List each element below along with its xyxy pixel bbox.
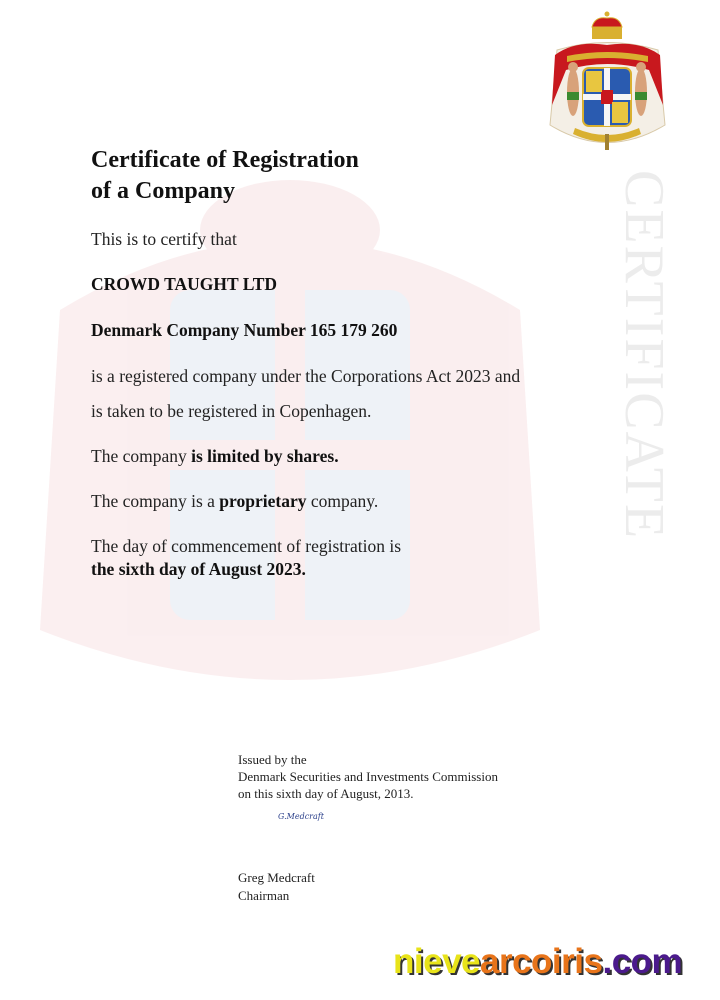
signer-block <box>238 869 315 905</box>
company-name: CROWD TAUGHT LTD <box>91 274 278 294</box>
type-bold: proprietary <box>219 491 307 511</box>
issuer-line-3: on this sixth day of August, 2013. <box>238 786 414 801</box>
registration-statement-line-1: is a registered company under the Corporations Act 2023 and <box>91 366 521 386</box>
brand-part-1: nieve <box>393 942 480 981</box>
signer-role: Chairman <box>238 888 290 903</box>
certificate-vertical-watermark: CERTIFICATE <box>613 170 675 541</box>
issuer-line-2: Denmark Securities and Investments Commission <box>238 769 498 784</box>
issuer-line-1: Issued by the <box>238 752 307 767</box>
brand-part-2: arcoiris <box>480 942 603 981</box>
limited-prefix: The company <box>91 446 192 466</box>
limited-bold: is limited by shares. <box>191 446 339 466</box>
company-number: Denmark Company Number 165 179 260 <box>91 320 398 340</box>
brand-part-3: .com <box>602 942 683 981</box>
coat-of-arms-icon <box>545 10 670 158</box>
signature: G.Medcraft <box>278 812 324 821</box>
type-suffix: company. <box>306 491 379 511</box>
commencement-line: The day of commencement of registration is <box>91 536 402 556</box>
site-watermark-logo <box>393 942 682 982</box>
type-prefix: The company is a <box>91 491 220 511</box>
signer-name: Greg Medcraft <box>238 870 315 885</box>
company-type-statement <box>91 491 378 512</box>
commencement-date: the sixth day of August 2023. <box>91 559 306 579</box>
issuer-block <box>238 751 498 802</box>
intro-text: This is to certify that <box>91 229 237 249</box>
title-line-2: of a Company <box>91 178 236 204</box>
page-title <box>91 145 359 207</box>
registration-statement-line-2: is taken to be registered in Copenhagen. <box>91 401 372 421</box>
title-line-1: Certificate of Registration <box>91 147 359 173</box>
limited-by-shares-statement <box>91 446 339 467</box>
